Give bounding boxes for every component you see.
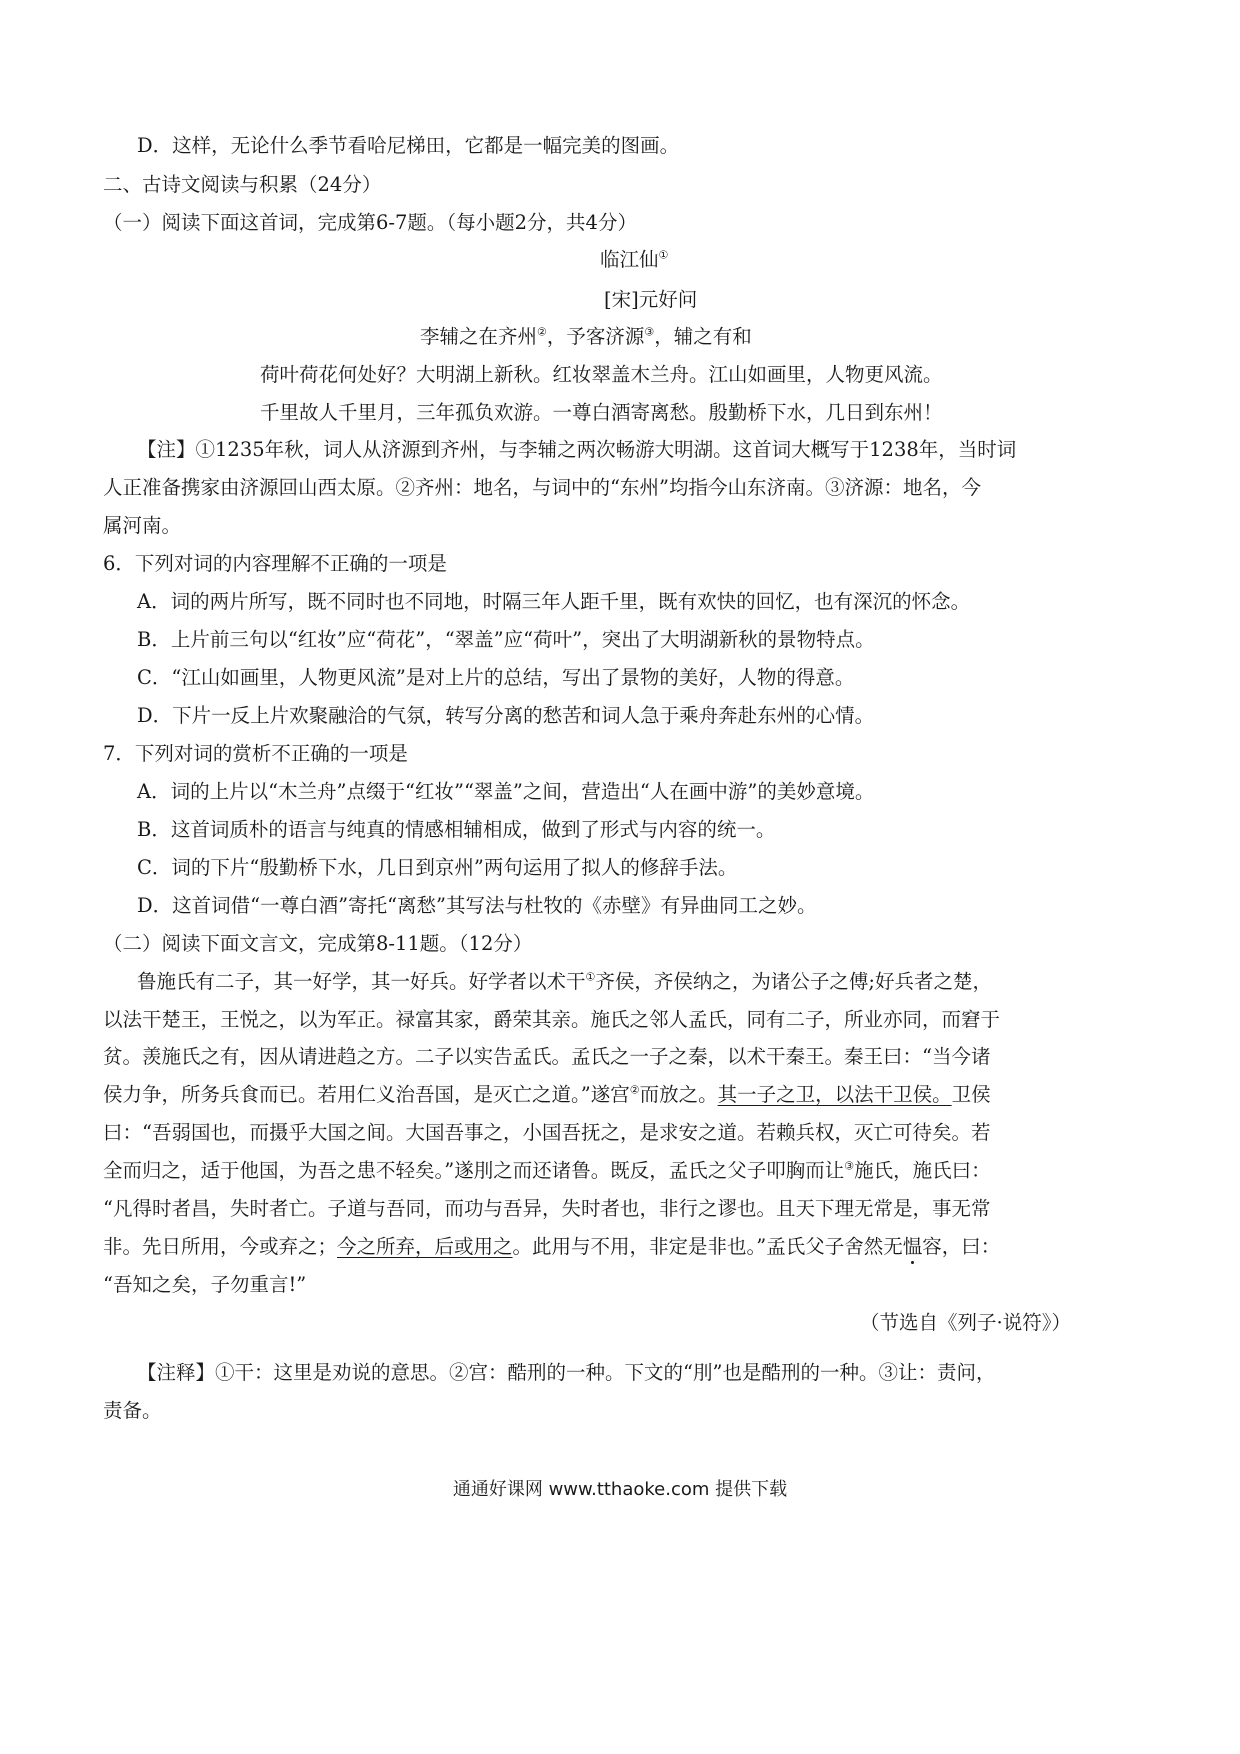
prose-line-5: 曰：“吾弱国也，而摄乎大国之间。大国吾事之，小国吾抚之，是求安之道。若赖兵权，灭亡可待矣。若 xyxy=(103,1121,991,1144)
prose-line-2: 以法干楚王，王悦之，以为军正。禄富其家，爵荣其亲。施氏之邻人孟氏，同有二子，所业亦同，而窘于 xyxy=(103,1008,1001,1031)
poem-author: [宋]元好问 xyxy=(604,288,698,311)
question-6-option-a: A．词的两片所写，既不同时也不同地，时隔三年人距千里，既有欢快的回忆，也有深沉的怀念。 xyxy=(137,590,971,613)
prose-line-8: 非。先日所用，今或弃之；今之所弃，后或用之。此用与不用，非定是非也。”孟氏父子舍然无愠容，曰： xyxy=(103,1235,1001,1258)
prose-line-6: 全而归之，适于他国，为吾之患不轻矣。”遂刖之而还诸鲁。既反，孟氏之父子叩胸而让③施氏，施氏曰： xyxy=(103,1159,991,1182)
poem-stanza-2: 千里故人千里月，三年孤负欢游。一尊白酒寄离愁。殷勤桥下水，几日到东州！ xyxy=(260,401,943,424)
section-heading-classical-poetry: 二、古诗文阅读与积累（24分） xyxy=(103,173,382,196)
question-7-option-d: D．这首词借“一尊白酒”寄托“离愁”其写法与杜牧的《赤壁》有异曲同工之妙。 xyxy=(137,894,817,917)
poem-title: 临江仙① xyxy=(600,248,669,271)
poem-note-line-3: 属河南。 xyxy=(103,514,182,537)
question-7-option-a: A．词的上片以“木兰舟”点缀于“红妆”“翠盖”之间，营造出“人在画中游”的美妙意境。 xyxy=(137,780,875,803)
subsection-heading-poem: （一）阅读下面这首词，完成第6-7题。（每小题2分，共4分） xyxy=(103,211,637,234)
question-6-option-b: B．上片前三句以“红妆”应“荷花”，“翠盖”应“荷叶”，突出了大明湖新秋的景物特点。 xyxy=(137,628,875,651)
prose-note-line-2: 责备。 xyxy=(103,1399,162,1422)
dotted-character: 愠 xyxy=(902,1235,923,1258)
poem-stanza-1: 荷叶荷花何处好？大明湖上新秋。红妆翠盖木兰舟。江山如画里，人物更风流。 xyxy=(260,363,943,386)
question-7-option-c: C．词的下片“殷勤桥下水，几日到京州”两句运用了拟人的修辞手法。 xyxy=(137,856,738,879)
prose-line-1: 鲁施氏有二子，其一好学，其一好兵。好学者以术干①齐侯，齐侯纳之，为诸公子之傅;好兵者之楚， xyxy=(137,970,992,993)
question-6-option-c: C．“江山如画里，人物更风流”是对上片的总结，写出了景物的美好，人物的得意。 xyxy=(137,666,855,689)
subsection-heading-classical-prose: （二）阅读下面文言文，完成第8-11题。（12分） xyxy=(103,932,533,955)
question-7-stem: 7．下列对词的赏析不正确的一项是 xyxy=(103,742,408,765)
underlined-sentence-1: 其一子之卫，以法干卫侯。 xyxy=(717,1083,952,1106)
prose-line-3: 贫。羡施氏之有，因从请进趋之方。二子以实告孟氏。孟氏之一子之秦，以术干秦王。秦王曰：“当今诸 xyxy=(103,1045,991,1068)
poem-note-line-1: 【注】①1235年秋，词人从济源到齐州，与李辅之两次畅游大明湖。这首词大概写于1238年，当时词 xyxy=(137,438,1017,461)
prose-source: （节选自《列子·说符》） xyxy=(860,1311,1071,1334)
question-6-option-d: D．下片一反上片欢聚融洽的气氛，转写分离的愁苦和词人急于乘舟奔赴东州的心情。 xyxy=(137,704,875,727)
prose-line-9: “吾知之矣，子勿重言!” xyxy=(103,1273,307,1296)
question-7-option-b: B．这首词质朴的语言与纯真的情感相辅相成，做到了形式与内容的统一。 xyxy=(137,818,776,841)
poem-preface: 李辅之在齐州②，予客济源③，辅之有和 xyxy=(420,325,752,348)
poem-note-line-2: 人正准备携家由济源回山西太原。②齐州：地名，与词中的“东州”均指今山东济南。③济源：地名，今 xyxy=(103,476,981,499)
previous-question-option-d: D．这样，无论什么季节看哈尼梯田，它都是一幅完美的图画。 xyxy=(137,134,680,157)
prose-note-line-1: 【注释】①干：这里是劝说的意思。②宫：酷刑的一种。下文的“刖”也是酷刑的一种。③让：责问， xyxy=(137,1361,996,1384)
prose-line-7: “凡得时者昌，失时者亡。子道与吾同，而功与吾异，失时者也，非行之谬也。且天下理无常是，事无常 xyxy=(103,1197,991,1220)
page-footer: 通通好课网 www.tthaoke.com 提供下载 xyxy=(452,1479,788,1500)
question-6-stem: 6．下列对词的内容理解不正确的一项是 xyxy=(103,552,447,575)
prose-line-4: 侯力争，所务兵食而已。若用仁义治吾国，是灭亡之道。”遂宫②而放之。其一子之卫，以法干卫侯。卫侯 xyxy=(103,1083,991,1106)
underlined-sentence-2: 今之所弃，后或用之 xyxy=(337,1235,513,1258)
